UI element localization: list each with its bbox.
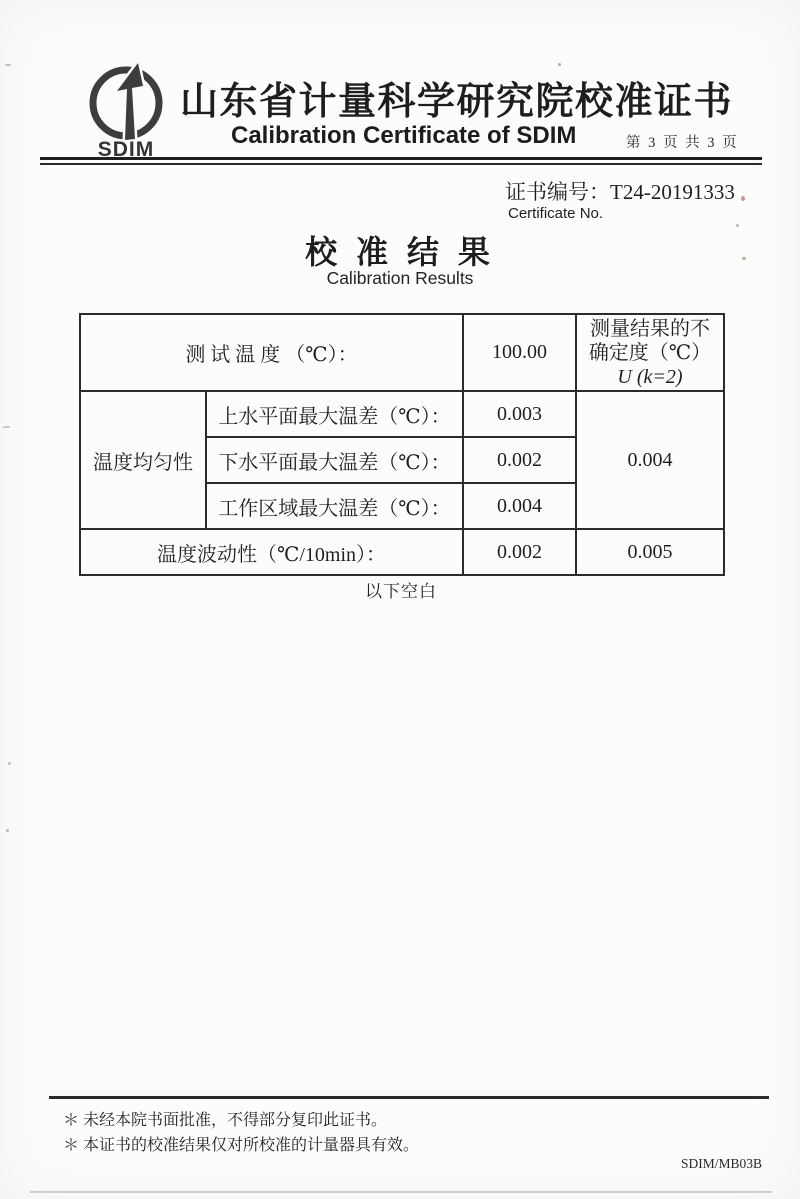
certificate-number (505, 176, 735, 206)
uniformity-row-label: 上水平面最大温差（℃）： (206, 391, 463, 437)
results-table (79, 313, 725, 576)
footer-rule (49, 1096, 769, 1099)
header-title-en: Calibration Certificate of SDIM (231, 122, 577, 149)
scan-speck (5, 64, 11, 66)
header-title-zh: 山东省计量科学研究院校准证书 (180, 81, 734, 123)
uniformity-row-value: 0.004 (463, 483, 576, 529)
uniformity-group-label: 温度均匀性 (80, 391, 206, 529)
uniformity-row-value: 0.003 (463, 391, 576, 437)
uniformity-uncertainty-value: 0.004 (576, 391, 724, 529)
scan-edge-line (30, 1191, 772, 1193)
section-title-zh: 校 准 结 果 (305, 234, 495, 270)
fluctuation-uncertainty-value: 0.005 (576, 529, 724, 575)
document-code: SDIM/MB03B (680, 1156, 762, 1171)
scan-speck (558, 63, 561, 66)
footnote: ＊ 未经本院书面批准，不得部分复印此证书。 (63, 1112, 388, 1129)
scan-speck (741, 196, 745, 201)
scan-speck (736, 224, 739, 227)
scan-speck (6, 829, 9, 832)
footnote: ＊ 本证书的校准结果仅对所校准的计量器具有效。 (63, 1137, 420, 1154)
fluctuation-value: 0.002 (463, 529, 576, 575)
test-temp-label: 测 试 温 度 （℃）： (80, 314, 463, 391)
certificate-number-label: 证书编号： (505, 180, 610, 204)
scan-speck (742, 257, 746, 260)
uncertainty-header-line1: 测量结果的不 (590, 317, 710, 340)
scan-speck (3, 426, 10, 428)
sdim-logo-icon (84, 62, 168, 142)
uniformity-row-label: 工作区域最大温差（℃）： (206, 483, 463, 529)
uncertainty-header-line2: 确定度（℃） (588, 341, 712, 364)
section-title-en: Calibration Results (326, 268, 474, 288)
page-number: 第 3 页 共 3 页 (626, 135, 739, 151)
blank-below-note: 以下空白 (365, 582, 437, 601)
uncertainty-header-line3: U (k=2) (617, 365, 683, 388)
header-double-rule (40, 157, 762, 165)
scan-speck (8, 762, 11, 765)
uncertainty-header (576, 314, 724, 391)
certificate-number-value: T24-20191333 (610, 180, 735, 204)
uniformity-row-value: 0.002 (463, 437, 576, 483)
fluctuation-label: 温度波动性（℃/10min）： (80, 529, 463, 575)
test-temp-value: 100.00 (463, 314, 576, 391)
certificate-number-caption: Certificate No. (508, 205, 604, 222)
uniformity-row-label: 下水平面最大温差（℃）： (206, 437, 463, 483)
sdim-logo-label: SDIM (97, 138, 155, 161)
